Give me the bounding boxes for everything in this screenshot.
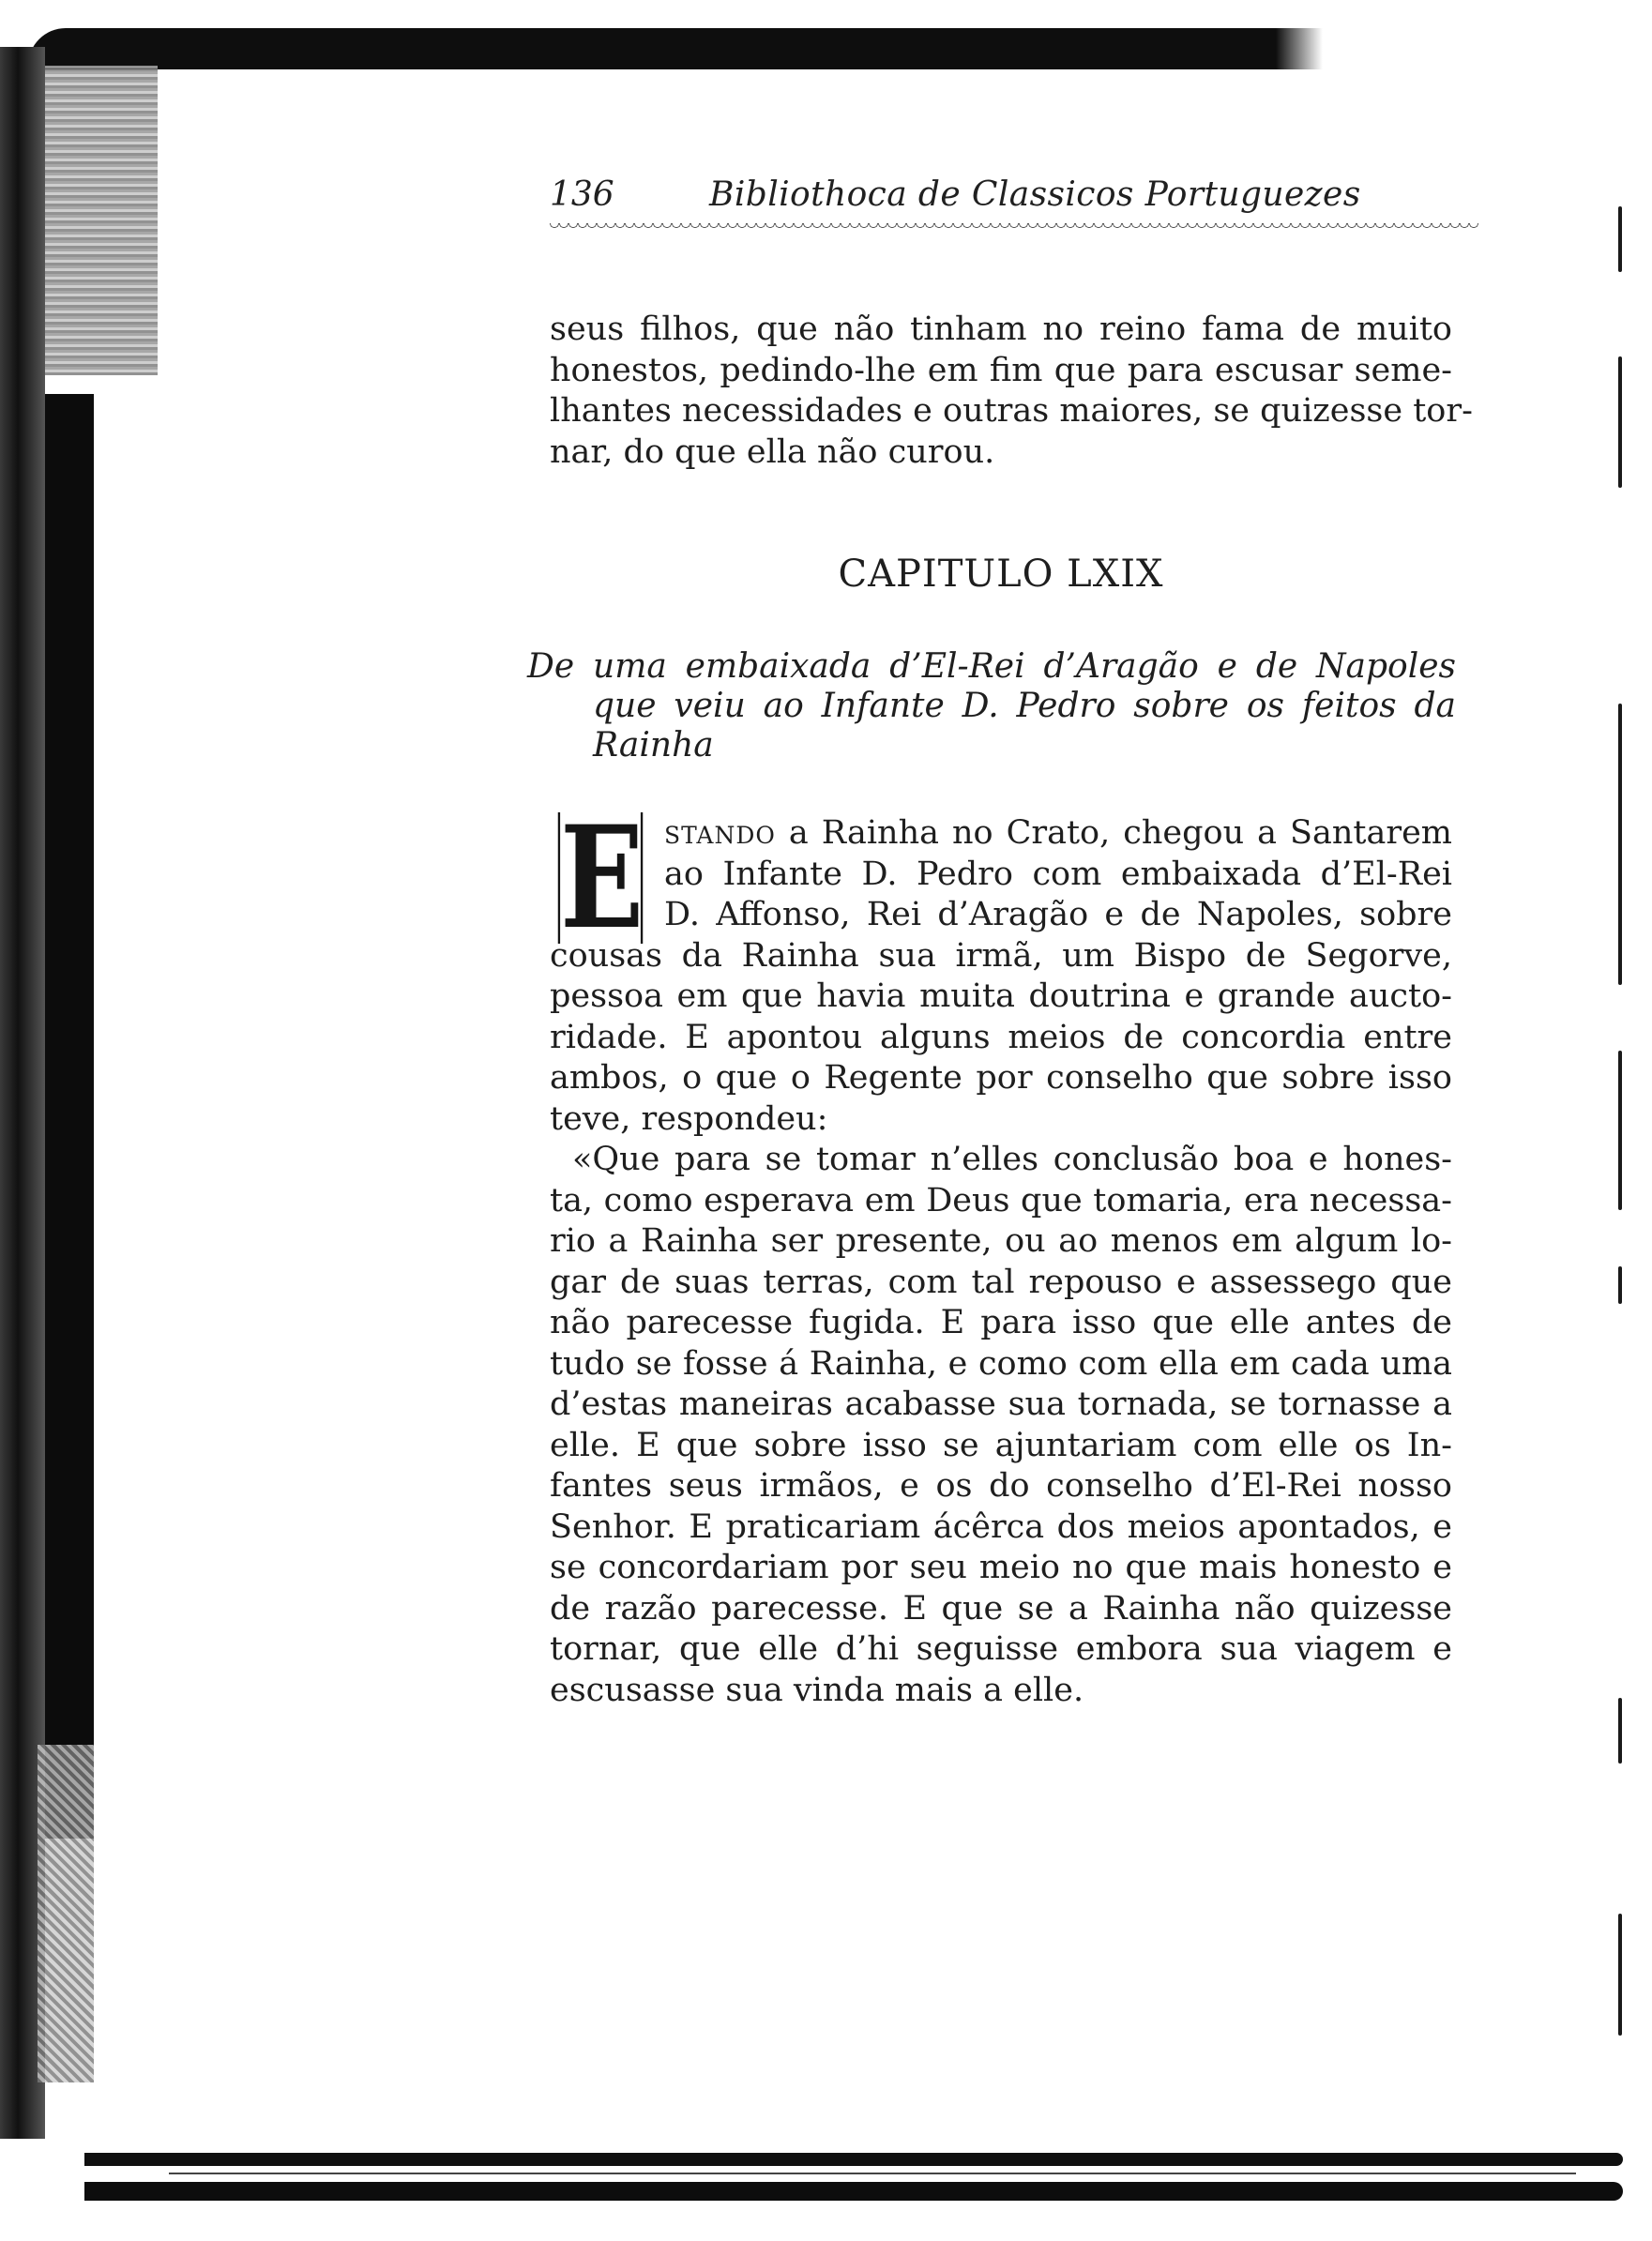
text-line: tudo se fosse á Rainha, e como com ella em cada uma (550, 1344, 1452, 1383)
text-line: ambos, o que o Regente por conselho que sobre isso (550, 1059, 1452, 1097)
text-line (550, 813, 1452, 855)
text-line: teve, respondeu: (550, 1099, 828, 1138)
text-line: d’estas maneiras acabasse sua tornada, se tornasse a (550, 1385, 1452, 1423)
scan-noise-bottom-left (38, 1745, 94, 2082)
text-line: ridade. E apontou alguns meios de concordia entre (550, 1018, 1452, 1056)
running-head (550, 167, 1478, 223)
text-line: não parecesse fugida. E para isso que elle antes de (550, 1304, 1452, 1341)
text-line: ta, como esperava em Deus que tomaria, era necessa- (550, 1181, 1452, 1219)
scan-mark-right (1618, 1914, 1622, 2036)
summary-line: De uma embaixada d’El-Rei d’Aragão e de Napoles (527, 647, 1456, 686)
scan-mark-right (1618, 1051, 1622, 1210)
text-line: elle. E que sobre isso se ajuntariam com elle os In- (550, 1426, 1452, 1464)
text-line: gar de suas terras, com tal repouso e assessego que (550, 1263, 1452, 1301)
scan-border-bottom-lower (84, 2182, 1623, 2201)
scan-noise-top-left (45, 66, 158, 375)
header-wavy-rule (550, 223, 1478, 231)
text-line: seus filhos, que não tinham no reino fama de muito (550, 310, 1452, 348)
running-title: Bibliothoca de Classicos Portuguezes (709, 175, 1361, 214)
text-line: tornar, que elle d’hi seguisse embora sua viagem e (550, 1630, 1452, 1668)
scan-border-bottom-line (169, 2173, 1576, 2174)
text-fragment: a Rainha no Crato, chegou a Santarem (775, 814, 1452, 852)
text-line: lhantes necessidades e outras maiores, se quizesse tor- (550, 392, 1473, 430)
opening-word: stando (664, 814, 776, 852)
text-line: nar, do que ella não curou. (550, 432, 995, 471)
text-line: D. Affonso, Rei d’Aragão e de Napoles, sobre (664, 896, 1452, 933)
summary-line: Rainha (593, 726, 714, 765)
scan-mark-right (1618, 356, 1622, 488)
text-line: fantes seus irmãos, e os do conselho d’El-Rei nosso (550, 1467, 1452, 1505)
text-line: Senhor. E praticariam ácêrca dos meios apontados, e (550, 1507, 1452, 1546)
scan-border-top (28, 28, 1276, 69)
text-line: rio a Rainha ser presente, ou ao menos em algum lo- (550, 1222, 1452, 1260)
scan-border-left-inner (45, 394, 94, 1839)
text-line: ao Infante D. Pedro com embaixada d’El-Rei (664, 855, 1452, 893)
text-line: se concordariam por seu meio no que mais honesto e (550, 1549, 1452, 1586)
text-line: escusasse sua vinda mais a elle. (550, 1671, 1084, 1709)
text-line: pessoa em que havia muita doutrina e grande aucto- (550, 977, 1452, 1015)
paragraph-reply (550, 1140, 1452, 1711)
text-line: de razão parecesse. E que se a Rainha não quizesse (550, 1589, 1452, 1628)
paragraph-continuation (550, 310, 1473, 473)
scan-mark-right (1618, 704, 1622, 985)
scan-border-top-fade (1276, 28, 1323, 69)
page-number: 136 (550, 175, 614, 214)
paragraph-opening (550, 813, 1452, 1140)
text-line: «Que para se tomar n’elles conclusão boa e hones- (572, 1141, 1452, 1178)
summary-line: que veiu ao Infante D. Pedro sobre os feitos da (593, 687, 1456, 725)
drop-cap: E (558, 812, 643, 944)
scan-mark-right (1618, 1266, 1622, 1304)
text-line: cousas da Rainha sua irmã, um Bispo de Segorve, (550, 936, 1452, 975)
chapter-title: CAPITULO LXIX (838, 553, 1164, 596)
chapter-summary (527, 647, 1456, 765)
scan-mark-right (1618, 1698, 1622, 1764)
scan-mark-right (1618, 206, 1622, 272)
scan-border-bottom (84, 2153, 1623, 2166)
text-line: honestos, pedindo-lhe em fim que para escusar seme- (550, 351, 1452, 389)
